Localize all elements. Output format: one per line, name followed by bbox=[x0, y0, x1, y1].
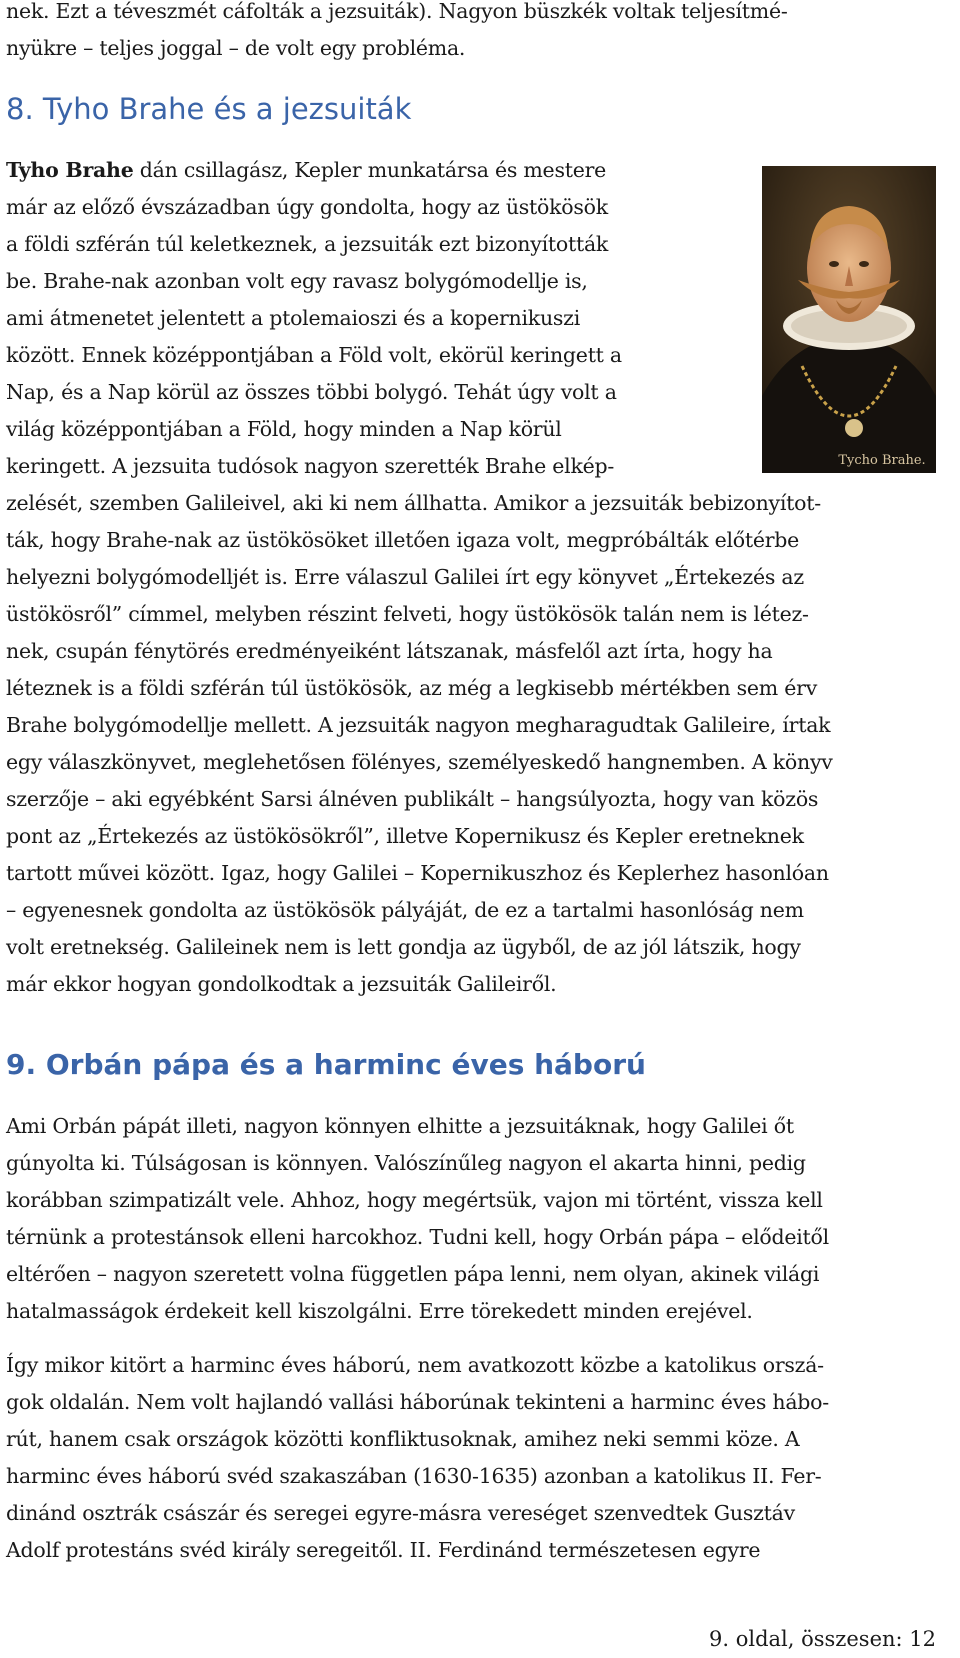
section-8-title: 8. Tyho Brahe és a jezsuiták bbox=[6, 92, 412, 126]
lead-name: Tyho Brahe bbox=[6, 158, 134, 182]
text-line bbox=[6, 152, 833, 189]
text-line: zelését, szemben Galileivel, aki ki nem állhatta. Amikor a jezsuiták bebizonyítot- bbox=[6, 491, 821, 515]
text-line: között. Ennek középpontjában a Föld volt, ekörül keringett a bbox=[6, 343, 622, 367]
portrait-caption: Tycho Brahe. bbox=[838, 453, 926, 468]
text-line: ták, hogy Brahe-nak az üstökösöket illetően igaza volt, megpróbálták előtérbe bbox=[6, 528, 800, 552]
text-line: ami átmenetet jelentett a ptolemaioszi és a kopernikuszi bbox=[6, 306, 581, 330]
section-8-paragraph bbox=[6, 152, 833, 1003]
text-line: korábban szimpatizált vele. Ahhoz, hogy megértsük, vajon mi történt, vissza kell bbox=[6, 1188, 823, 1212]
text-line: keringett. A jezsuita tudósok nagyon szerették Brahe elkép- bbox=[6, 454, 615, 478]
text-line: eltérően – nagyon szeretett volna független pápa lenni, nem olyan, akinek világi bbox=[6, 1262, 820, 1286]
text-line: helyezni bolygómodelljét is. Erre válaszul Galilei írt egy könyvet „Értekezés az bbox=[6, 565, 804, 589]
text-line: már az előző évszázadban úgy gondolta, hogy az üstökösök bbox=[6, 195, 608, 219]
section-9-title: 9. Orbán pápa és a harminc éves háború bbox=[6, 1048, 646, 1081]
text-line: szerzője – aki egyébként Sarsi álnéven publikált – hangsúlyozta, hogy van közös bbox=[6, 787, 819, 811]
text-line: hatalmasságok érdekeit kell kiszolgálni. Erre törekedett minden erejével. bbox=[6, 1299, 753, 1323]
text-line: – egyenesnek gondolta az üstökösök pályáját, de ez a tartalmi hasonlóság nem bbox=[6, 898, 804, 922]
text-line: tartott művei között. Igaz, hogy Galilei – Kopernikuszhoz és Keplerhez hasonlóan bbox=[6, 861, 829, 885]
text-line: térnünk a protestánsok elleni harcokhoz. Tudni kell, hogy Orbán pápa – elődeitől bbox=[6, 1225, 829, 1249]
text-line: nyükre – teljes joggal – de volt egy probléma. bbox=[6, 36, 466, 60]
text-line: Adolf protestáns svéd király seregeitől. II. Ferdinánd természetesen egyre bbox=[6, 1538, 761, 1562]
text-line: gok oldalán. Nem volt hajlandó vallási háborúnak tekinteni a harminc éves hábo- bbox=[6, 1390, 829, 1414]
text-line: nek, csupán fénytörés eredményeiként látszanak, másfelől azt írta, hogy ha bbox=[6, 639, 773, 663]
text-line: már ekkor hogyan gondolkodtak a jezsuiták Galileiről. bbox=[6, 972, 557, 996]
text-line: egy válaszkönyvet, meglehetősen fölényes, személyeskedő hangnemben. A könyv bbox=[6, 750, 833, 774]
text-line: üstökösről” címmel, melyben részint felveti, hogy üstökösök talán nem is létez- bbox=[6, 602, 809, 626]
section-9-paragraph-1 bbox=[6, 1108, 829, 1330]
text-fragment: dán csillagász, Kepler munkatársa és mestere bbox=[133, 158, 607, 182]
text-line: dinánd osztrák császár és seregei egyre-másra vereséget szenvedtek Gusztáv bbox=[6, 1501, 795, 1525]
text-line: volt eretnekség. Galileinek nem is lett gondja az ügyből, de az jól látszik, hogy bbox=[6, 935, 801, 959]
text-line: léteznek is a földi szférán túl üstökösök, az még a legkisebb mértékben sem érv bbox=[6, 676, 818, 700]
text-line: Nap, és a Nap körül az összes többi bolygó. Tehát úgy volt a bbox=[6, 380, 617, 404]
continuation-paragraph bbox=[6, 0, 788, 67]
page-number: 9. oldal, összesen: 12 bbox=[709, 1627, 936, 1651]
text-line: rút, hanem csak országok közötti konfliktusoknak, amihez neki semmi köze. A bbox=[6, 1427, 800, 1451]
text-line: pont az „Értekezés az üstökösökről”, illetve Kopernikusz és Kepler eretneknek bbox=[6, 824, 804, 848]
text-line: Ami Orbán pápát illeti, nagyon könnyen elhitte a jezsuitáknak, hogy Galilei őt bbox=[6, 1114, 794, 1138]
text-line: világ középpontjában a Föld, hogy minden a Nap körül bbox=[6, 417, 562, 441]
text-line: gúnyolta ki. Túlságosan is könnyen. Valószínűleg nagyon el akarta hinni, pedig bbox=[6, 1151, 806, 1175]
text-line: Brahe bolygómodellje mellett. A jezsuiták nagyon megharagudtak Galileire, írtak bbox=[6, 713, 831, 737]
text-line: harminc éves háború svéd szakaszában (1630-1635) azonban a katolikus II. Fer- bbox=[6, 1464, 822, 1488]
section-9-paragraph-2 bbox=[6, 1347, 829, 1569]
text-line: Így mikor kitört a harminc éves háború, nem avatkozott közbe a katolikus orszá- bbox=[6, 1353, 824, 1377]
text-line: nek. Ezt a téveszmét cáfolták a jezsuiták). Nagyon büszkék voltak teljesítmé- bbox=[6, 0, 788, 23]
text-line: be. Brahe-nak azonban volt egy ravasz bolygómodellje is, bbox=[6, 269, 588, 293]
text-line: a földi szférán túl keletkeznek, a jezsuiták ezt bizonyították bbox=[6, 232, 609, 256]
